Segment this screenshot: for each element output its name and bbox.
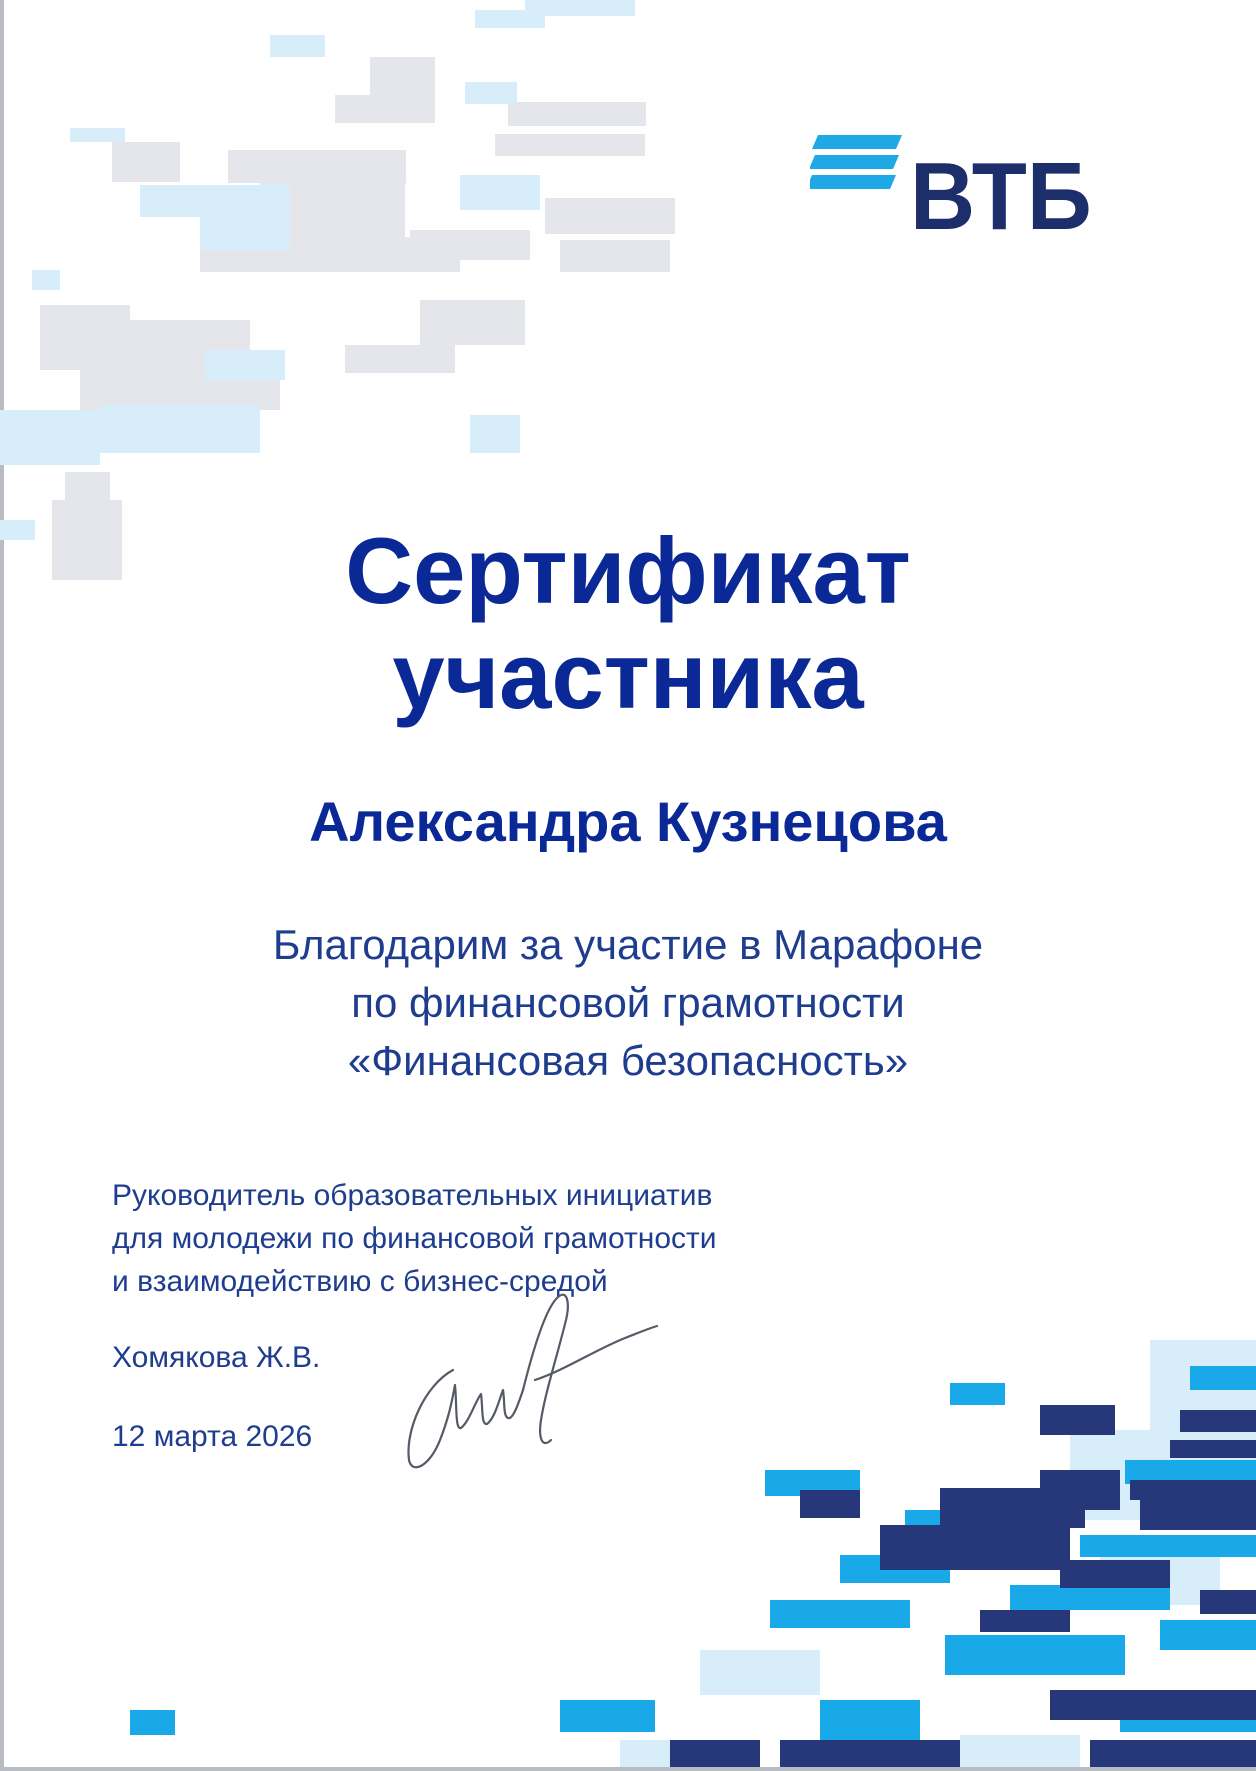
vtb-logo [810,135,1100,250]
page-bottom-edge [0,1767,1256,1771]
signer-position-line-3: и взаимодействию с бизнес-средой [112,1265,608,1298]
signer-position [112,1174,872,1303]
thanks-line-2: по финансовой грамотности [351,979,905,1026]
thanks-line-1: Благодарим за участие в Марафоне [272,921,984,968]
certificate-title-line-2: участника [392,623,864,728]
signer-position-line-1: Руководитель образовательных инициатив [112,1179,713,1212]
thanks-line-3: «Финансовая безопасность» [347,1037,909,1084]
vtb-wordmark: ВТБ [910,143,1092,250]
decorative-mosaic-top-left [0,0,760,600]
handwritten-signature [395,1290,665,1475]
signer-position-line-2: для молодежи по финансовой грамотности [112,1222,717,1255]
thanks-message [0,916,1256,1090]
issue-date: 12 марта 2026 [112,1420,313,1453]
recipient-name: Александра Кузнецова [309,790,947,853]
vtb-stripes-icon [810,135,902,191]
certificate-title-line-1: Сертификат [345,518,911,623]
certificate-title [0,518,1256,728]
signer-name: Хомякова Ж.В. [112,1341,321,1374]
